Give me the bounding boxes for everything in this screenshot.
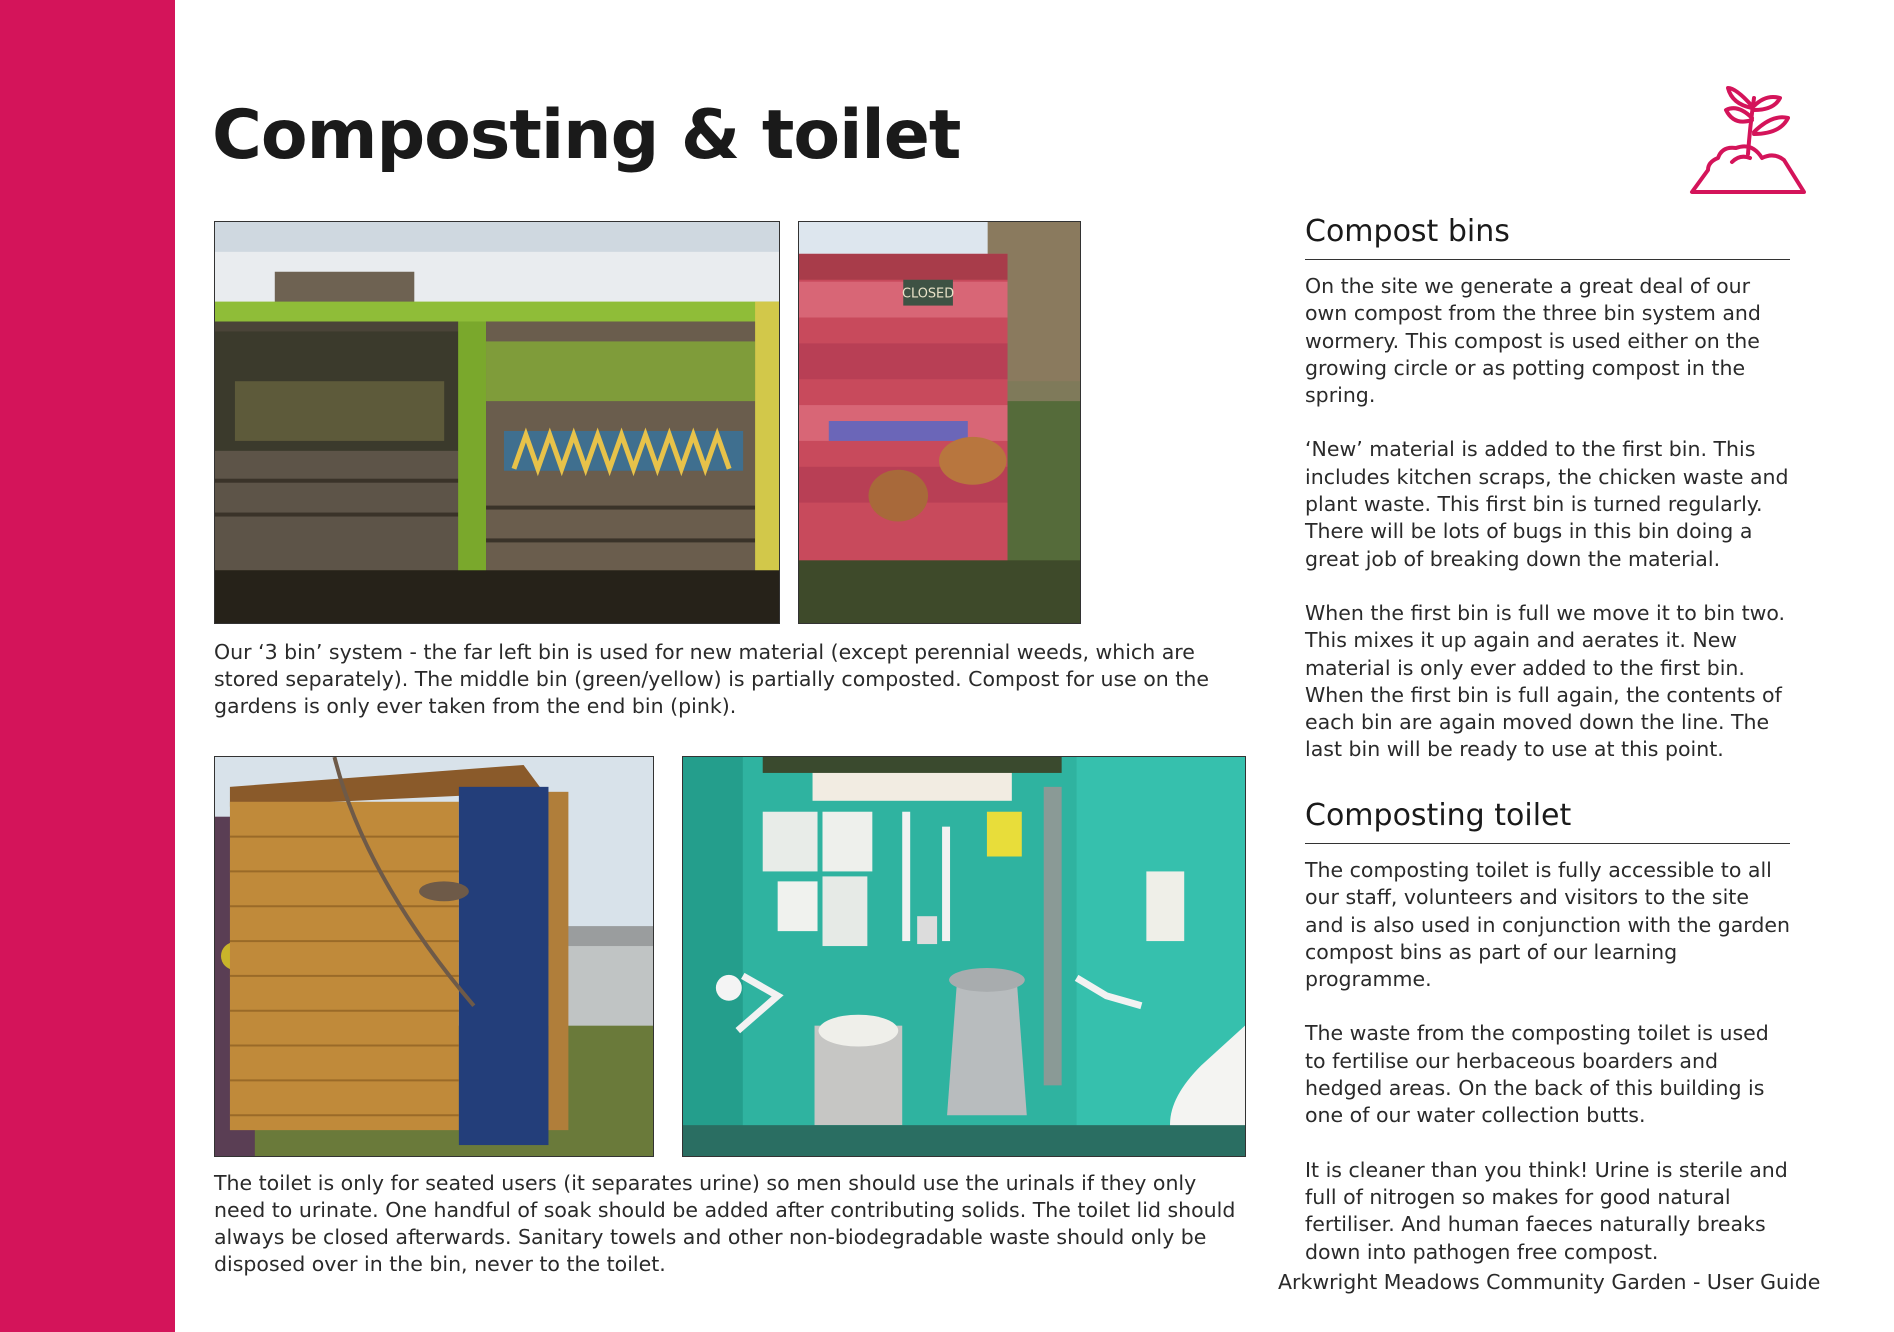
accent-sidebar: [0, 0, 175, 1332]
composting-toilet-paragraph: It is cleaner than you think! Urine is sterile and full of nitrogen so makes for good natural fertiliser. And human faeces naturally breaks down into pathogen free compost.: [1305, 1157, 1788, 1264]
composting-toilet-paragraph: The waste from the composting toilet is used to fertilise our herbaceous boarders and hedged areas. On the back of this building is one of our water collection butts.: [1305, 1021, 1769, 1128]
compost-bins-heading: Compost bins: [1305, 214, 1790, 260]
composting-toilet-paragraph: The composting toilet is fully accessible to all our staff, volunteers and visitors to the site and is also used in conjunction with the garden compost bins as part of our learning programme.: [1305, 858, 1790, 992]
page-footer: Arkwright Meadows Community Garden - User Guide: [1278, 1270, 1821, 1294]
toilet-interior-photo: [682, 756, 1246, 1157]
closed-sign: CLOSED: [902, 286, 955, 302]
page-title: Composting & toilet: [212, 96, 961, 175]
compost-photos-caption: Our ‘3 bin’ system - the far left bin is used for new material (except perennial weeds, which are stored separately). The middle bin (green/yellow) is partially composted. Compost for use on the gardens is only ever taken from the end bin (pink).: [214, 640, 1209, 718]
composting-toilet-section: [1305, 798, 1790, 1266]
toilet-photos-caption: The toilet is only for seated users (it separates urine) so men should use the urinals if they only need to urinate. One handful of soak should be added after contributing solids. The toilet lid should always be closed afterwards. Sanitary towels and other non-biodegradable waste should only be disposed over in the bin, never to the toilet.: [214, 1171, 1236, 1276]
compost-bins-paragraph: ‘New’ material is added to the first bin. This includes kitchen scraps, the chicken waste and plant waste. This first bin is turned regularly. There will be lots of bugs in this bin doing a great job of breaking down the material.: [1305, 437, 1789, 571]
pink-bin-chickens-photo: [798, 221, 1081, 624]
composting-toilet-heading: Composting toilet: [1305, 798, 1790, 844]
toilet-shed-photo: [214, 756, 654, 1157]
compost-bins-paragraph: On the site we generate a great deal of our own compost from the three bin system and wormery. This compost is used either on the growing circle or as potting compost in the spring.: [1305, 274, 1761, 408]
plant-on-mound-icon: [1688, 78, 1808, 196]
compost-bins-section: [1305, 214, 1790, 764]
compost-bins-photo: [214, 221, 780, 624]
compost-bins-paragraph: When the first bin is full we move it to bin two. This mixes it up again and aerates it. New material is only ever added to the first bin. When the first bin is full again, the contents of each bin are again moved down the line. The last bin will be ready to use at this point.: [1305, 600, 1786, 762]
